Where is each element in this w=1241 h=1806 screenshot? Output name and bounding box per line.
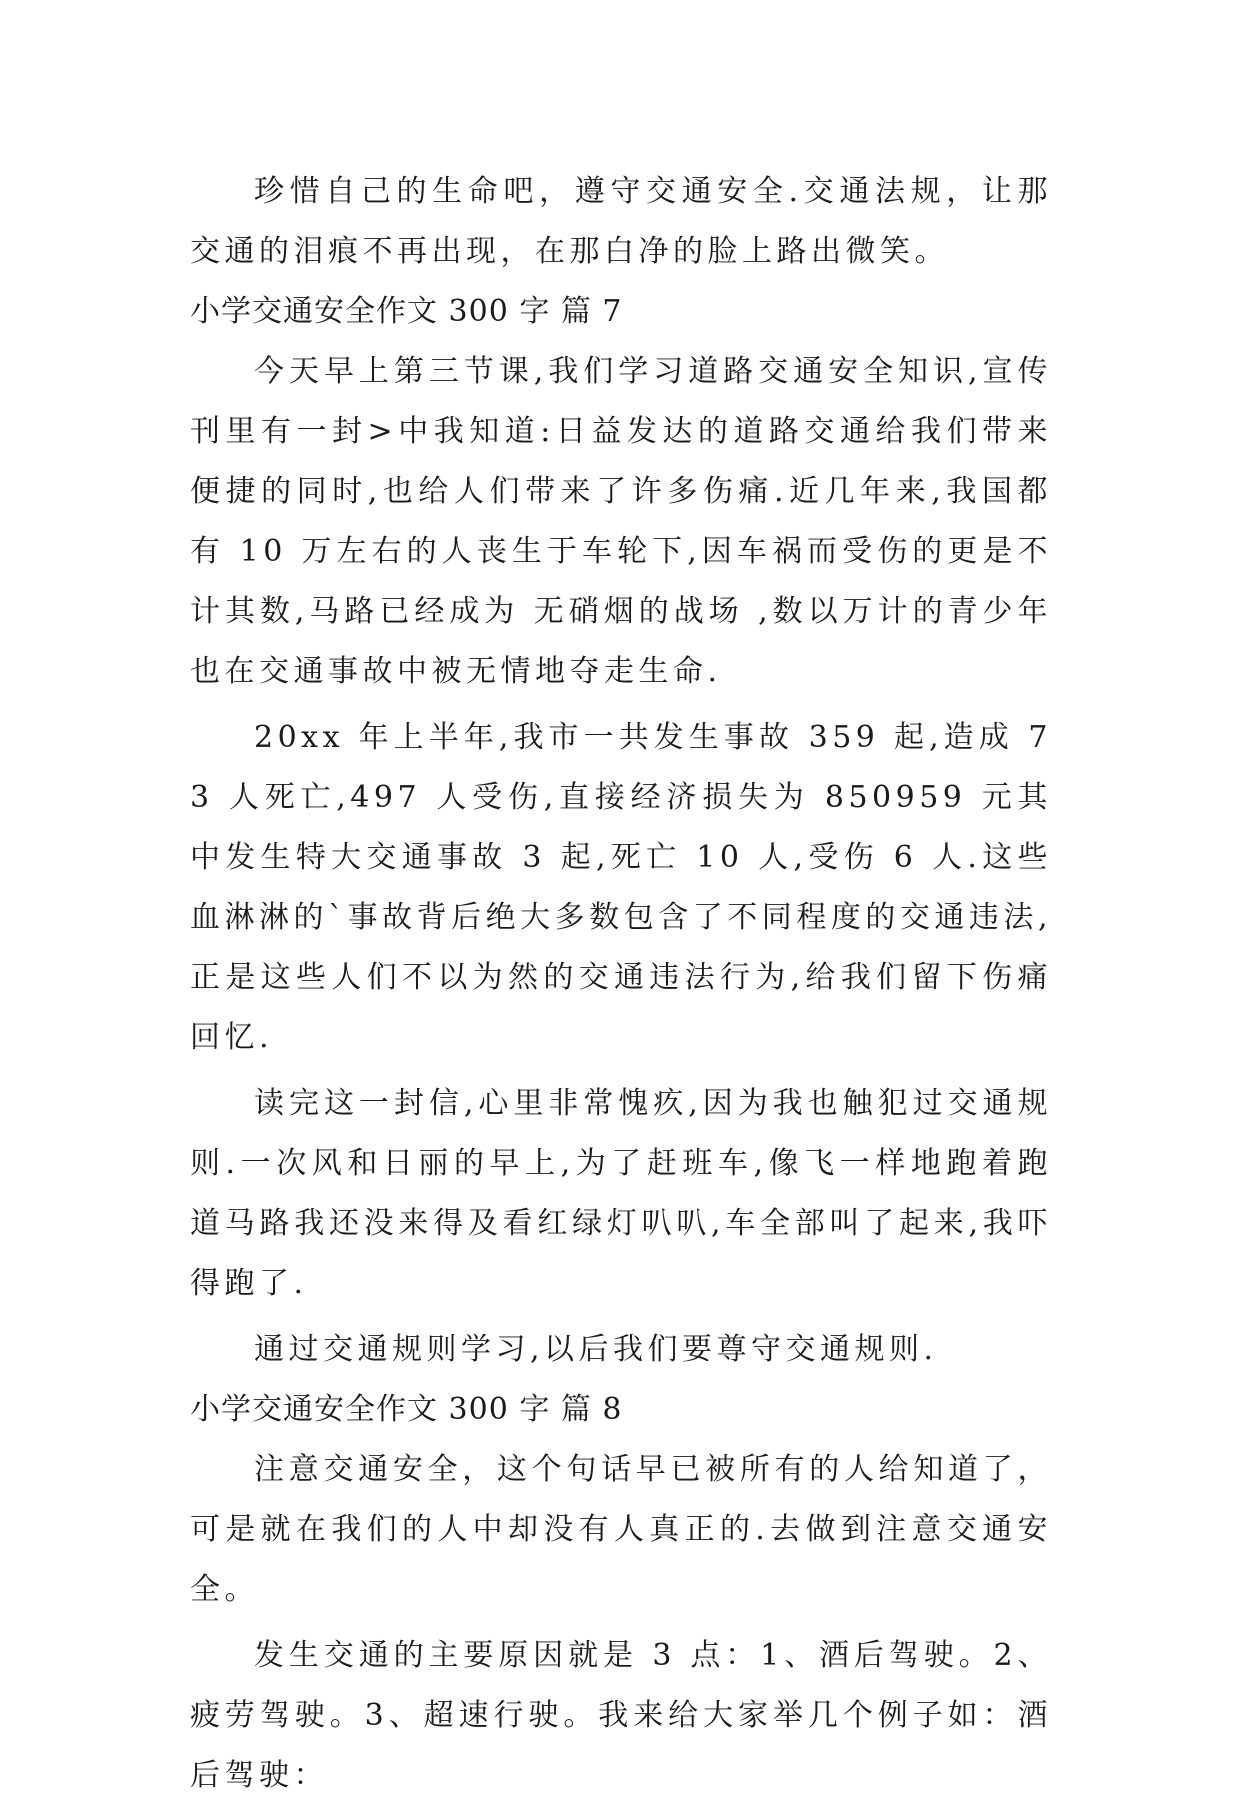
paragraph-accident-stats: 20xx 年上半年,我市一共发生事故 359 起,造成 73 人死亡,497 人受伤,直接经济损失为 850959 元其中发生特大交通事故 3 起,死亡 10 人,受伤 6 人.这些血淋淋的`事故背后绝大多数包含了不同程度的交通违法,正是这些人们不以为然的交通违法行为,给我们留下伤痛回忆. <box>190 720 1052 1055</box>
paragraph-main-causes: 发生交通的主要原因就是 3 点：1、酒后驾驶。2、疲劳驾驶。3、超速行驶。我来给大家举几个例子如：酒后驾驶： <box>190 1638 1052 1793</box>
paragraph-cherish-life: 珍惜自己的生命吧，遵守交通安全.交通法规，让那交通的泪痕不再出现，在那白净的脸上路出微笑。 <box>190 174 1052 269</box>
paragraph-attention-safety: 注意交通安全，这个句话早已被所有的人给知道了，可是就在我们的人中却没有人真正的.去做到注意交通安全。 <box>190 1452 1052 1607</box>
section-heading-7: 小学交通安全作文 300 字 篇 7 <box>190 294 623 329</box>
paragraph-conclusion: 通过交通规则学习,以后我们要尊守交通规则. <box>254 1332 938 1367</box>
section-heading-8: 小学交通安全作文 300 字 篇 8 <box>190 1392 623 1427</box>
paragraph-reflection: 读完这一封信,心里非常愧疚,因为我也触犯过交通规则.一次风和日丽的早上,为了赶班车,像飞一样地跑着跑道马路我还没来得及看红绿灯叭叭,车全部叫了起来,我吓得跑了. <box>190 1086 1052 1301</box>
paragraph-safety-lesson: 今天早上第三节课,我们学习道路交通安全知识,宣传刊里有一封>中我知道:日益发达的道路交通给我们带来便捷的同时,也给人们带来了许多伤痛.近几年来,我国都有 10 万左右的人丧生于车轮下,因车祸而受伤的更是不计其数,马路已经成为 无硝烟的战场 ,数以万计的青少年也在交通事故中被无情地夺走生命. <box>190 354 1052 689</box>
document-body <box>190 162 1052 1806</box>
